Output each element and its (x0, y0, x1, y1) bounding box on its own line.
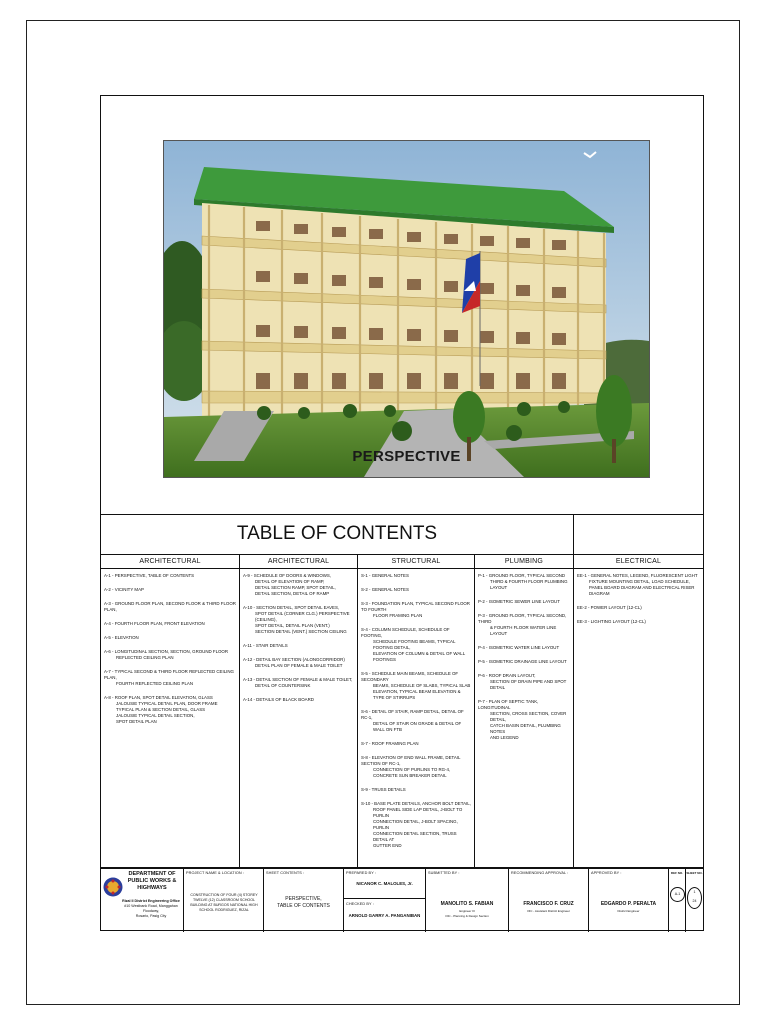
prepared-checked-cell (344, 869, 426, 932)
contents-item-line: P-1 - GROUND FLOOR, TYPICAL SECOND (478, 573, 566, 578)
column-heading: ELECTRICAL (574, 555, 703, 569)
contents-item (361, 601, 471, 619)
contents-item-line: S-10 - BASE PLATE DETAILS, ANCHOR BOLT DETAIL, (361, 801, 471, 806)
contents-item-line: A-2 - VICINITY MAP (104, 587, 144, 592)
contents-item-line: SECTION OF DRAIN PIPE AND SPOT DETAIL (490, 679, 567, 690)
sheet-no: 1 (693, 890, 696, 894)
contents-item-line: PANEL BOARD DIAGRAM AND ELECTRICAL RISER (589, 585, 695, 590)
column-heading: ARCHITECTURAL (240, 555, 357, 569)
contents-columns (101, 554, 703, 868)
column-structural (358, 555, 475, 868)
submitted-cell (426, 869, 509, 932)
contents-item (104, 669, 236, 687)
prepared-label: PREPARED BY : (346, 871, 377, 875)
column-heading: PLUMBING (475, 555, 573, 569)
contents-item (478, 659, 570, 665)
contents-item (104, 621, 236, 627)
contents-item-line: A-11 - STAIR DETAILS (243, 643, 288, 648)
contents-item (104, 573, 236, 579)
contents-item-line: ROOF PANEL SIDE LAP DETAIL, J-BOLT TO PURLIN (373, 807, 463, 818)
contents-item-line: DETAIL PLAN OF FEMALE & MALE TOILET (255, 663, 343, 668)
contents-item (478, 573, 570, 591)
contents-item-line: S-5 - SCHEDULE MAIN BEAMS, SCHEDULE OF SECONDARY (361, 671, 459, 682)
contents-item (478, 699, 570, 741)
contents-item (243, 605, 354, 635)
contents-item (361, 587, 471, 593)
contents-item-line: SPOT DETAIL PLAN (116, 719, 157, 724)
contents-item (361, 671, 471, 701)
submitted-title: Engineer III (459, 909, 475, 913)
sheet-total: 24 (692, 899, 697, 903)
contents-item-line: P-3 - GROUND FLOOR, TYPICAL SECOND, THIRD (478, 613, 567, 624)
contents-item-line: CONNECTION OF PURLINS TO RG-4, (373, 767, 451, 772)
project-label: PROJECT NAME & LOCATION : (186, 871, 245, 875)
title-block (101, 867, 703, 932)
contents-item (361, 787, 471, 793)
column-body (358, 569, 474, 861)
contents-item-line: DETAIL OF ELEVATION OF RAMP, (255, 579, 325, 584)
contents-item (361, 627, 471, 663)
submitted-name: MANOLITO S. FABIAN (440, 901, 494, 907)
contents-item-line: AND LEGEND (490, 735, 519, 740)
contents-item (478, 673, 570, 691)
contents-item-line: CATCH BASIN DETAIL, PLUMBING NOTES (490, 723, 561, 734)
approved-label: APPROVED BY : (591, 871, 622, 875)
dept-line1: DEPARTMENT OF (128, 871, 176, 877)
sheet-contents-1: PERSPECTIVE, (285, 896, 322, 902)
project-cell (184, 869, 264, 932)
contents-item (243, 573, 354, 597)
contents-item (104, 635, 236, 641)
dept-line2: PUBLIC WORKS & HIGHWAYS (127, 878, 177, 891)
contents-item-line: A-9 - SCHEDULE OF DOORS & WINDOWS, (243, 573, 332, 578)
office-line2: #10 Westbank Road, Manggahan Floodway, (124, 904, 178, 913)
sheet-no-cell (686, 869, 703, 932)
contents-item-line: S-8 - ELEVATION OF END WALL FRAME, DETAIL SECTION OF RC-1, (361, 755, 461, 766)
contents-item-line: EE-1 - GENERAL NOTES, LEGEND, FLUORESCENT LIGHT (577, 573, 698, 578)
contents-item (361, 801, 471, 849)
contents-item-line: P-6 - ROOF DRAIN LAYOUT, (478, 673, 536, 678)
perspective-panel (101, 96, 703, 514)
recommending-name: FRANCISCO F. CRUZ (523, 901, 574, 907)
prepared-name: NICANOR C. MALOLES, Jr. (356, 881, 413, 886)
contents-item (104, 695, 236, 725)
contents-item-line: A-13 - DETAIL SECTION OF FEMALE & MALE TOILET, (243, 677, 353, 682)
contents-item-line: CONNECTION DETAIL SECTION, TRUSS DETAIL AT (373, 831, 457, 842)
contents-item-line: S-7 - ROOF FRAMING PLAN (361, 741, 419, 746)
contents-item (243, 677, 354, 689)
contents-item-line: DETAIL SECTION, DETAIL OF RAMP (255, 591, 330, 596)
contents-item (361, 573, 471, 579)
contents-item-line: SPOT DETAIL, DETAIL PLAN (VENT.) (255, 623, 330, 628)
column-body (475, 569, 573, 753)
column-body (101, 569, 239, 737)
column-heading: ARCHITECTURAL (101, 555, 239, 569)
building-illustration (164, 141, 649, 477)
column-electrical (574, 555, 703, 868)
contents-item-line: JALOUSIE TYPICAL DETAIL PLAN, DOOR FRAME (116, 701, 218, 706)
column-body (574, 569, 703, 637)
contents-item-line: EE-3 - LIGHTING LAYOUT (12-CL) (577, 619, 646, 624)
contents-item-line: SECTION, CROSS SECTION, COVER DETAIL, (490, 711, 567, 722)
divider (344, 898, 425, 899)
sheet-contents-2: TABLE OF CONTENTS (277, 903, 330, 909)
contents-item-line: A-7 - TYPICAL SECOND & THIRD FLOOR REFLECTED CEILING PLAN, (104, 669, 234, 680)
contents-item (478, 645, 570, 651)
ref-no-cell (669, 869, 686, 932)
sheet-contents-label: SHEET CONTENTS : (266, 871, 305, 875)
contents-item (361, 755, 471, 779)
contents-item-line: ELEVATION, TYPICAL BEAM ELEVATION & TYPE OF STIRRUPS (373, 689, 461, 700)
table-of-contents-title: TABLE OF CONTENTS (101, 514, 574, 555)
drawing-sheet (100, 95, 704, 931)
contents-item (577, 573, 700, 597)
dpwh-seal-icon (103, 877, 123, 897)
building-rendering (163, 140, 650, 478)
contents-item-line: A-8 - ROOF PLAN, SPOT DETAIL ELEVATION, GLASS (104, 695, 213, 700)
toc-side-cell (574, 514, 703, 555)
contents-item (478, 599, 570, 605)
contents-item-line: DETAIL OF STAIR ON GRADE & DETAIL OF WALL ON FTB (373, 721, 462, 732)
submitted-title2: OIC - Planning & Design Section (445, 914, 489, 918)
contents-item (361, 709, 471, 733)
contents-item (243, 657, 354, 669)
contents-item-line: A-12 - DETAIL BAY SECTION (ALONGCORRIDOR) (243, 657, 345, 662)
contents-item-line: A-4 - FOURTH FLOOR PLAN, FRONT ELEVATION (104, 621, 205, 626)
contents-item-line: FLOOR FRAMING PLAN (373, 613, 423, 618)
ref-code: A-1 (670, 887, 685, 902)
contents-item-line: THIRD & FOURTH FLOOR PLUMBING LAYOUT (490, 579, 568, 590)
contents-item-line: BEAMS, SCHEDULE OF SLABS, TYPICAL SLAB (373, 683, 471, 688)
contents-item-line: SCHEDULE FOOTING BEAMS, TYPICAL FOOTING DETAIL, (373, 639, 456, 650)
contents-item (478, 613, 570, 637)
contents-item-line: P-4 - ISOMETRIC WATER LINE LAYOUT (478, 645, 560, 650)
recommending-label: RECOMMENDING APPROVAL : (511, 871, 569, 875)
contents-item-line: S-4 - COLUMN SCHEDULE, SCHEDULE OF FOOTING, (361, 627, 450, 638)
contents-item-line: P-5 - ISOMETRIC DRAINAGE LINE LAYOUT (478, 659, 567, 664)
contents-item-line: A-6 - LONGITUDINAL SECTION, SECTION, GROUND FLOOR (104, 649, 229, 654)
contents-item (577, 619, 700, 625)
contents-item (577, 605, 700, 611)
approved-title: District Engineer (617, 909, 640, 913)
checked-name: ARNOLD GARRY A. PANGANIBAN (348, 913, 421, 918)
contents-item-line: FOURTH REFLECTED CEILING PLAN (116, 681, 194, 686)
contents-item-line: S-6 - DETAIL OF STAIR, RAMP DETAIL, DETAIL OF RC-1, (361, 709, 464, 720)
contents-item-line: SPOT DETAIL (CORNER CLG.) PERSPECTIVE (CEILING), (255, 611, 350, 622)
checked-label: CHECKED BY : (346, 902, 374, 906)
contents-item-line: S-2 - GENERAL NOTES (361, 587, 409, 592)
office-line3: Rosario, Pasig City (135, 914, 167, 918)
contents-item-line: TYPICAL PLAN & SECTION DETAIL, GLASS (116, 707, 206, 712)
column-plumbing (475, 555, 574, 868)
contents-item (243, 643, 354, 649)
contents-item-line: A-3 - GROUND FLOOR PLAN, SECOND FLOOR & THIRD FLOOR PLAN, (104, 601, 236, 612)
submitted-label: SUBMITTED BY : (428, 871, 460, 875)
contents-item-line: CONNECTION DETAIL, J-BOLT SPACING, PURLIN (373, 819, 458, 830)
contents-item-line: REFLECTED CEILING PLAN (116, 655, 174, 660)
contents-item-line: DETAIL OF COUNTERSINK (255, 683, 311, 688)
contents-item (104, 587, 236, 593)
contents-item (104, 601, 236, 613)
contents-item-line: GUTTER END (373, 843, 402, 848)
contents-item (361, 741, 471, 747)
office-line1: Rizal II District Engineering Office (122, 899, 180, 903)
contents-item-line: S-1 - GENERAL NOTES (361, 573, 409, 578)
contents-item-line: DIAGRAM (589, 591, 610, 596)
contents-item-line: & FOURTH FLOOR WATER LINE LAYOUT (490, 625, 557, 636)
sheet-contents-cell (264, 869, 344, 932)
contents-item-line: S-3 - FOUNDATION PLAN, TYPICAL SECOND FLOOR TO FOURTH (361, 601, 470, 612)
contents-item-line: CONCRETE SUN BREAKER DETAIL (373, 773, 447, 778)
sheet-label: SHEET NO. (686, 871, 703, 875)
contents-item (243, 697, 354, 703)
ref-label: REF NO. (670, 871, 684, 875)
contents-item-line: EE-2 - POWER LAYOUT (12-CL) (577, 605, 642, 610)
contents-item-line: SECTION DETAIL (VENT.) SECTION CEILING (255, 629, 347, 634)
perspective-label: PERSPECTIVE (352, 448, 461, 465)
contents-item-line: A-1 - PERSPECTIVE, TABLE OF CONTENTS (104, 573, 195, 578)
approved-name: EDGARDO P. PERALTA (600, 901, 657, 907)
contents-item-line: JALOUSIE TYPICAL DETAIL SECTION, (116, 713, 195, 718)
agency-cell (101, 869, 184, 932)
contents-item-line: FIXTURE MOUNTING DETAIL, LOAD SCHEDULE, (589, 579, 690, 584)
contents-item-line: A-10 - SECTION DETAIL, SPOT DETAIL EAVES, (243, 605, 340, 610)
project-text: CONSTRUCTION OF FOUR (4) STOREY TWELVE (12) CLASSROOM SCHOOL BUILDING AT BURGOS NATIONAL HIGH SCHOOL RODRIGUEZ, RIZAL (190, 893, 258, 912)
contents-item-line: P-2 - ISOMETRIC SEWER LINE LAYOUT (478, 599, 560, 604)
column-architectural-2 (240, 555, 358, 868)
recommending-cell (509, 869, 589, 932)
sheet-number-badge (687, 887, 702, 909)
column-heading: STRUCTURAL (358, 555, 474, 569)
contents-item-line: P-7 - PLAN OF SEPTIC TANK, LONGITUDINAL (478, 699, 539, 710)
column-body (240, 569, 357, 715)
column-architectural-1 (101, 555, 240, 868)
recommending-title: OIC - Assistant District Engineer (527, 909, 570, 913)
contents-item-line: DETAIL SECTION RAMP, SPOT DETAIL, (255, 585, 336, 590)
contents-item (104, 649, 236, 661)
contents-item-line: ELEVATION OF COLUMN & DETAIL OF WALL FOOTINGS (373, 651, 465, 662)
contents-item-line: A-5 - ELEVATION (104, 635, 139, 640)
contents-item-line: A-14 - DETAILS OF BLACK BOARD (243, 697, 314, 702)
contents-item-line: S-9 - TRUSS DETAILS (361, 787, 406, 792)
approved-cell (589, 869, 669, 932)
